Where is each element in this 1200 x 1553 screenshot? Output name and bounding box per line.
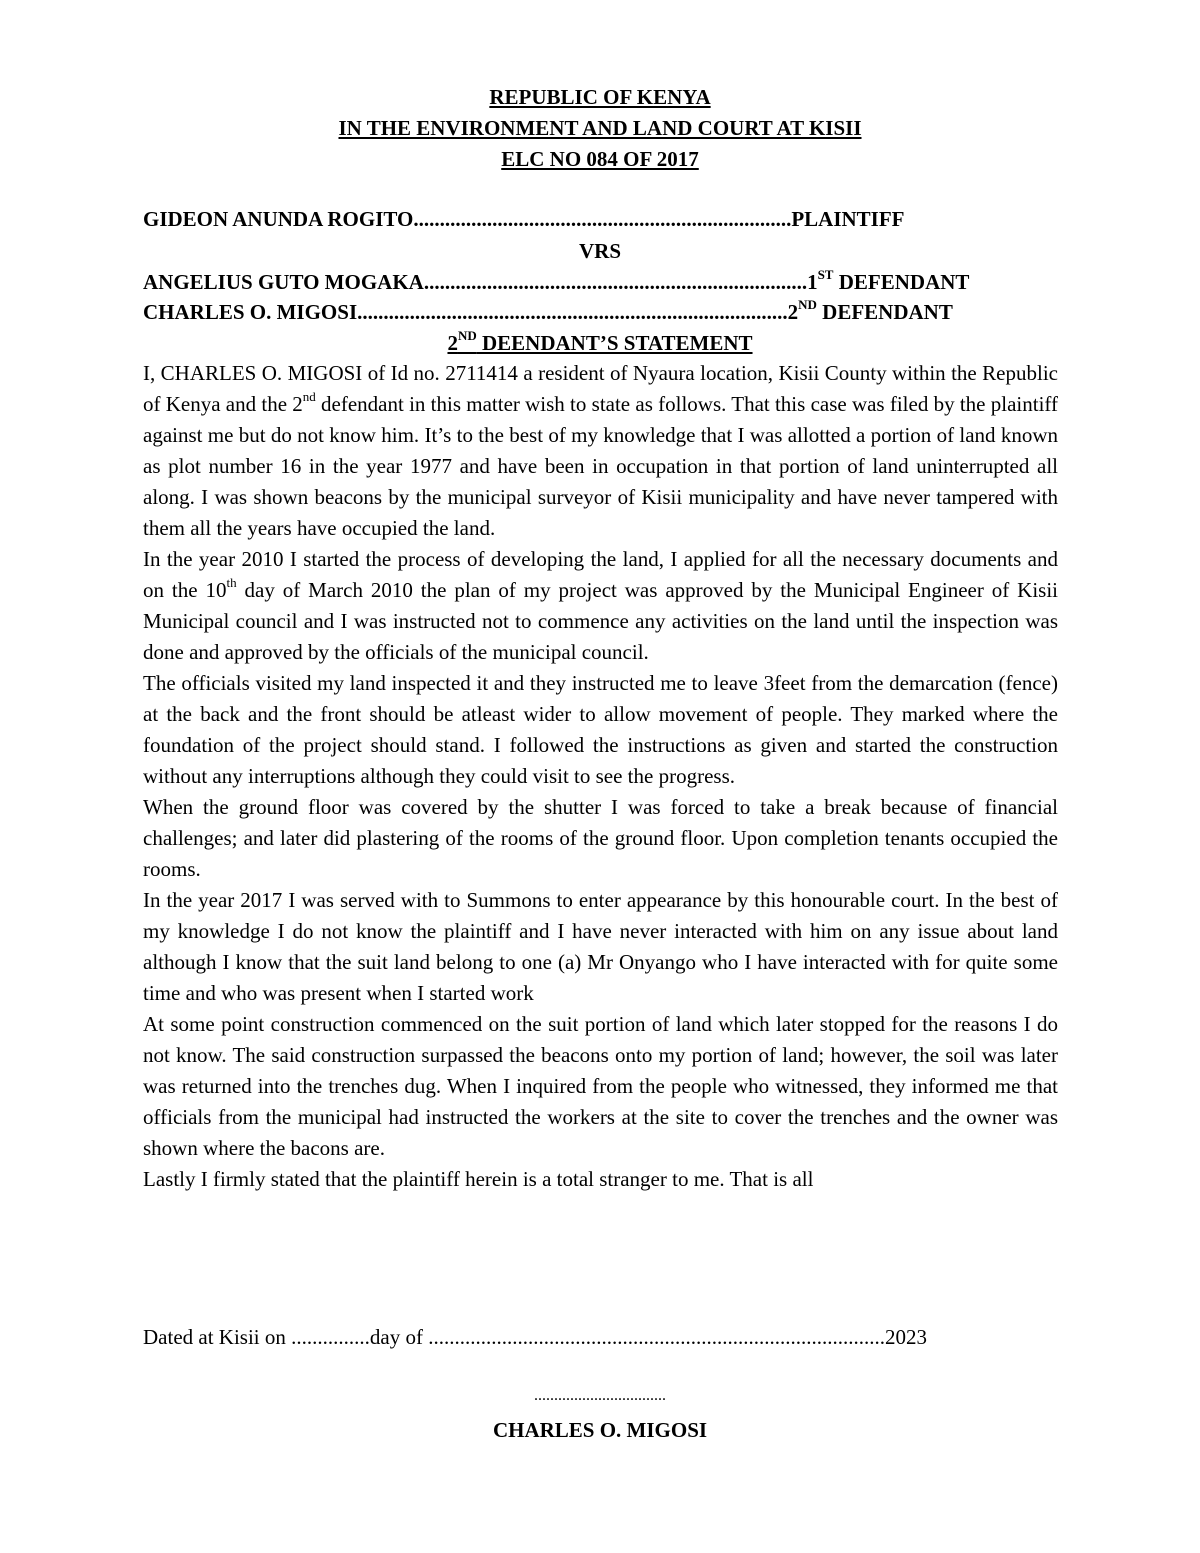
dated-line: Dated at Kisii on ...............day of .......................................................................................2023 — [143, 1325, 927, 1349]
header-case-number: ELC NO 084 OF 2017 — [501, 147, 699, 171]
statement-title-rest: DEENDANT’S STATEMENT — [476, 331, 753, 355]
statement-title-sup: ND — [457, 328, 477, 343]
versus-label: VRS — [578, 239, 621, 263]
defendant1-num: 1 — [807, 270, 818, 294]
signatory-name: CHARLES O. MIGOSI — [492, 1418, 708, 1442]
plaintiff-line — [143, 205, 905, 233]
paragraph-2 — [143, 544, 1058, 668]
defendant2-line — [143, 298, 953, 326]
plaintiff-dots: ........................................................................ — [413, 207, 792, 231]
statement-title — [0, 329, 1200, 357]
statement-title-num: 2 — [447, 331, 458, 355]
plaintiff-role: PLAINTIFF — [791, 207, 905, 231]
defendant2-role: DEFENDANT — [816, 300, 953, 324]
paragraph-2-b: day of March 2010 the plan of my project was approved by the Municipal Engineer of Kisii Municipal council and I was instructed not to commence any activities on the land until the inspection was done and approved by the officials of the municipal council. — [143, 578, 1059, 664]
defendant1-sup: ST — [817, 267, 834, 282]
defendant2-name: CHARLES O. MIGOSI — [143, 300, 358, 324]
paragraph-2-sup: th — [226, 575, 237, 590]
paragraph-6: At some point construction commenced on the suit portion of land which later stopped for the reasons I do not know. The said construction surpassed the beacons onto my portion of land; however, the soil was later was returned into the trenches dug. When I inquired from the people who witnessed, they informed me that officials from the municipal had instructed the workers at the site to cover the trenches and the owner was shown where the bacons are. — [143, 1012, 1058, 1160]
plaintiff-name: GIDEON ANUNDA ROGITO — [143, 207, 414, 231]
statement-body — [143, 358, 1058, 1195]
paragraph-4: When the ground floor was covered by the shutter I was forced to take a break because of financial challenges; and later did plastering of the rooms of the ground floor. Upon completion tenants occupied the rooms. — [143, 795, 1058, 881]
defendant2-dots: .................................................................................. — [357, 300, 788, 324]
defendant1-dots: ......................................................................... — [423, 270, 808, 294]
paragraph-1-b: defendant in this matter wish to state as follows. That this case was filed by the plaintiff against me but do not know him. It’s to the best of my knowledge that I was allotted a portion of land known as plot number 16 in the year 1977 and have been in occupation in that portion of land uninterrupted all along. I was shown beacons by the municipal surveyor of Kisii municipality and have never tampered with them all the years have occupied the land. — [143, 392, 1059, 540]
defendant1-line — [143, 268, 969, 296]
paragraph-5: In the year 2017 I was served with to Summons to enter appearance by this honourable court. In the best of my knowledge I do not know the plaintiff and I have never interacted with him on any issue about land although I know that the suit land belong to one (a) Mr Onyango who I have interacted with for quite some time and who was present when I started work — [143, 888, 1058, 1005]
header-court: IN THE ENVIRONMENT AND LAND COURT AT KISII — [338, 116, 862, 140]
paragraph-1 — [143, 358, 1058, 544]
signature-line: ................................. — [534, 1387, 666, 1404]
defendant1-role: DEFENDANT — [833, 270, 970, 294]
defendant2-num: 2 — [787, 300, 799, 324]
paragraph-7: Lastly I firmly stated that the plaintiff herein is a total stranger to me. That is all — [143, 1167, 814, 1191]
header-republic: REPUBLIC OF KENYA — [489, 85, 711, 109]
defendant2-sup: ND — [798, 297, 817, 312]
paragraph-2-a: In the year 2010 I started the process of developing the land, I applied for all the necessary documents and on the 10 — [143, 547, 1058, 602]
paragraph-1-a: I, CHARLES O. MIGOSI of Id no. 2711414 a resident of Nyaura location, Kisii County within the Republic of Kenya and the 2 — [143, 361, 1058, 416]
paragraph-1-sup: nd — [302, 389, 316, 404]
paragraph-3: The officials visited my land inspected it and they instructed me to leave 3feet from the demarcation (fence) at the back and the front should be atleast wider to allow movement of people. They marked where the foundation of the project should stand. I followed the instructions as given and started the construction without any interruptions although they could visit to see the progress. — [143, 671, 1058, 788]
defendant1-name: ANGELIUS GUTO MOGAKA — [143, 270, 424, 294]
